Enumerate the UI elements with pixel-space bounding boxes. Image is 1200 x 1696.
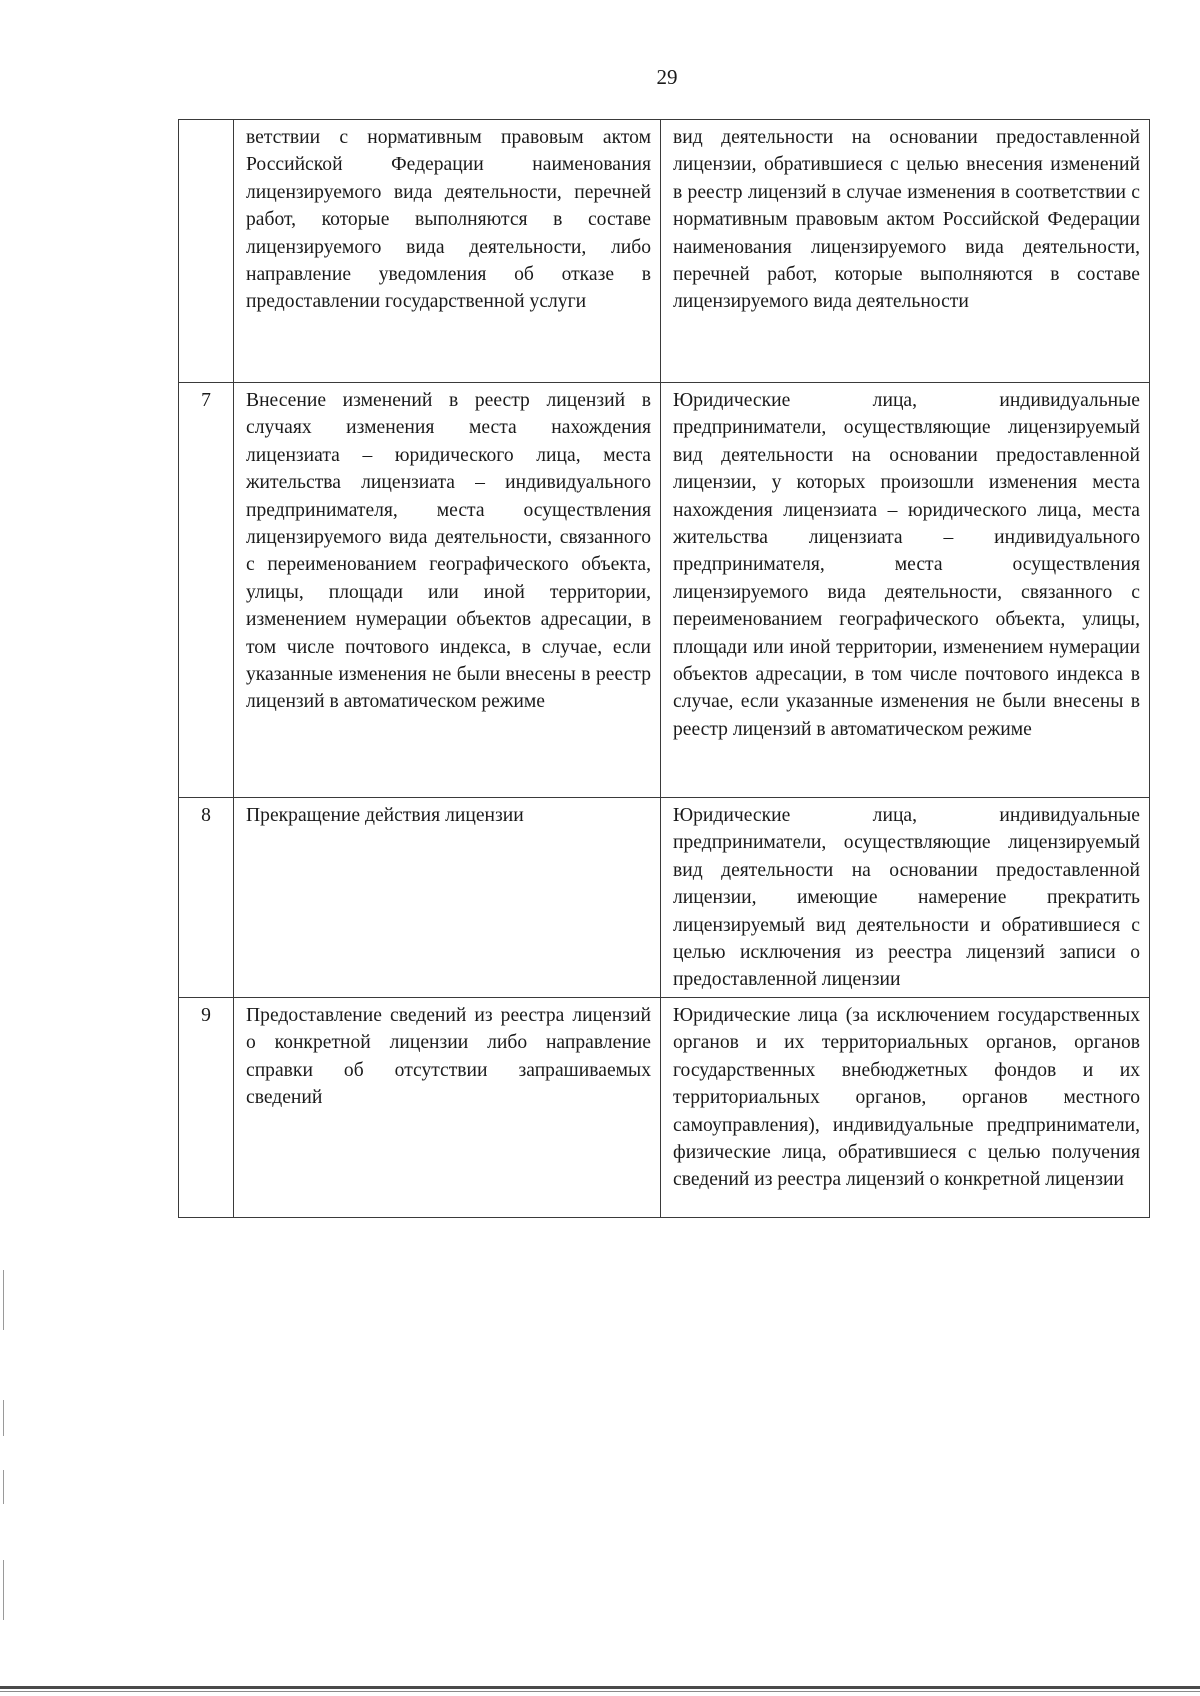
applicants-text: Юридические лица (за исключением государственных органов и их территориальных органов, органов государственных внебюджетных фондов и их территориальных органов, органов местного самоуправления), индивидуальные предприниматели, физические лица, обратившиеся с целью получения сведений из реестра лицензий о конкретной лицензии — [673, 1005, 1140, 1191]
applicants-cell — [661, 998, 1150, 1218]
services-table — [178, 119, 1150, 1218]
table-row — [179, 998, 1150, 1218]
service-name-text: Внесение изменений в реестр лицензий в случаях изменения места нахождения лицензиата – юридического лица, места жительства лицензиата – индивидуального предпринимателя, места осуществления лицензируемого вида деятельности, связанного с переименованием географического объекта, улицы, площади или иной территории, изменением нумерации объектов адресации, в том числе почтового индекса, в случае, если указанные изменения не были внесены в реестр лицензий в автоматическом режиме — [246, 390, 651, 713]
scan-edge-mark — [3, 1400, 4, 1436]
applicants-text: вид деятельности на основании предоставленной лицензии, обратившиеся с целью внесения изменений в реестр лицензий в случае изменения в соответствии с нормативным правовым актом Российской Федерации наименования лицензируемого вида деятельности, перечней работ, которые выполняются в составе лицензируемого вида деятельности — [673, 127, 1140, 313]
service-name-cell — [234, 998, 661, 1218]
service-name-text: ветствии с нормативным правовым актом Российской Федерации наименования лицензируемого вида деятельности, перечней работ, которые выполняются в составе лицензируемого вида деятельности, либо направление уведомления об отказе в предоставлении государственной услуги — [246, 127, 651, 313]
table-row — [179, 120, 1150, 383]
service-name-cell — [234, 120, 661, 383]
scan-bottom-edge — [0, 1686, 1200, 1689]
applicants-text: Юридические лица, индивидуальные предприниматели, осуществляющие лицензируемый вид деятельности на основании предоставленной лицензии, имеющие намерение прекратить лицензируемый вид деятельности и обратившиеся с целью исключения из реестра лицензий записи о предоставленной лицензии — [673, 805, 1140, 991]
service-name-cell — [234, 383, 661, 798]
row-number: 9 — [179, 998, 234, 1218]
service-name-text: Предоставление сведений из реестра лицензий о конкретной лицензии либо направление справки об отсутствии запрашиваемых сведений — [246, 1005, 651, 1109]
row-number — [179, 120, 234, 383]
scan-edge-mark — [3, 1560, 4, 1620]
row-number: 7 — [179, 383, 234, 798]
applicants-cell — [661, 120, 1150, 383]
table-row — [179, 383, 1150, 798]
table-row — [179, 798, 1150, 998]
row-number: 8 — [179, 798, 234, 998]
applicants-text: Юридические лица, индивидуальные предприниматели, осуществляющие лицензируемый вид деятельности на основании предоставленной лицензии, у которых произошли изменения места нахождения лицензиата – юридического лица, места жительства лицензиата – индивидуального предпринимателя, места осуществления лицензируемого вида деятельности, связанного с переименованием географического объекта, улицы, площади или иной территории, изменением нумерации объектов адресации, в том числе почтового индекса в случае, если указанные изменения не были внесены в реестр лицензий в автоматическом режиме — [673, 390, 1140, 740]
service-name-text: Прекращение действия лицензии — [246, 805, 524, 826]
service-name-cell — [234, 798, 661, 998]
applicants-cell — [661, 798, 1150, 998]
page-number: 29 — [656, 65, 678, 89]
applicants-cell — [661, 383, 1150, 798]
scan-bottom-edge-secondary — [0, 1691, 1200, 1692]
scan-edge-mark — [3, 1470, 4, 1504]
scan-edge-mark — [3, 1270, 4, 1330]
